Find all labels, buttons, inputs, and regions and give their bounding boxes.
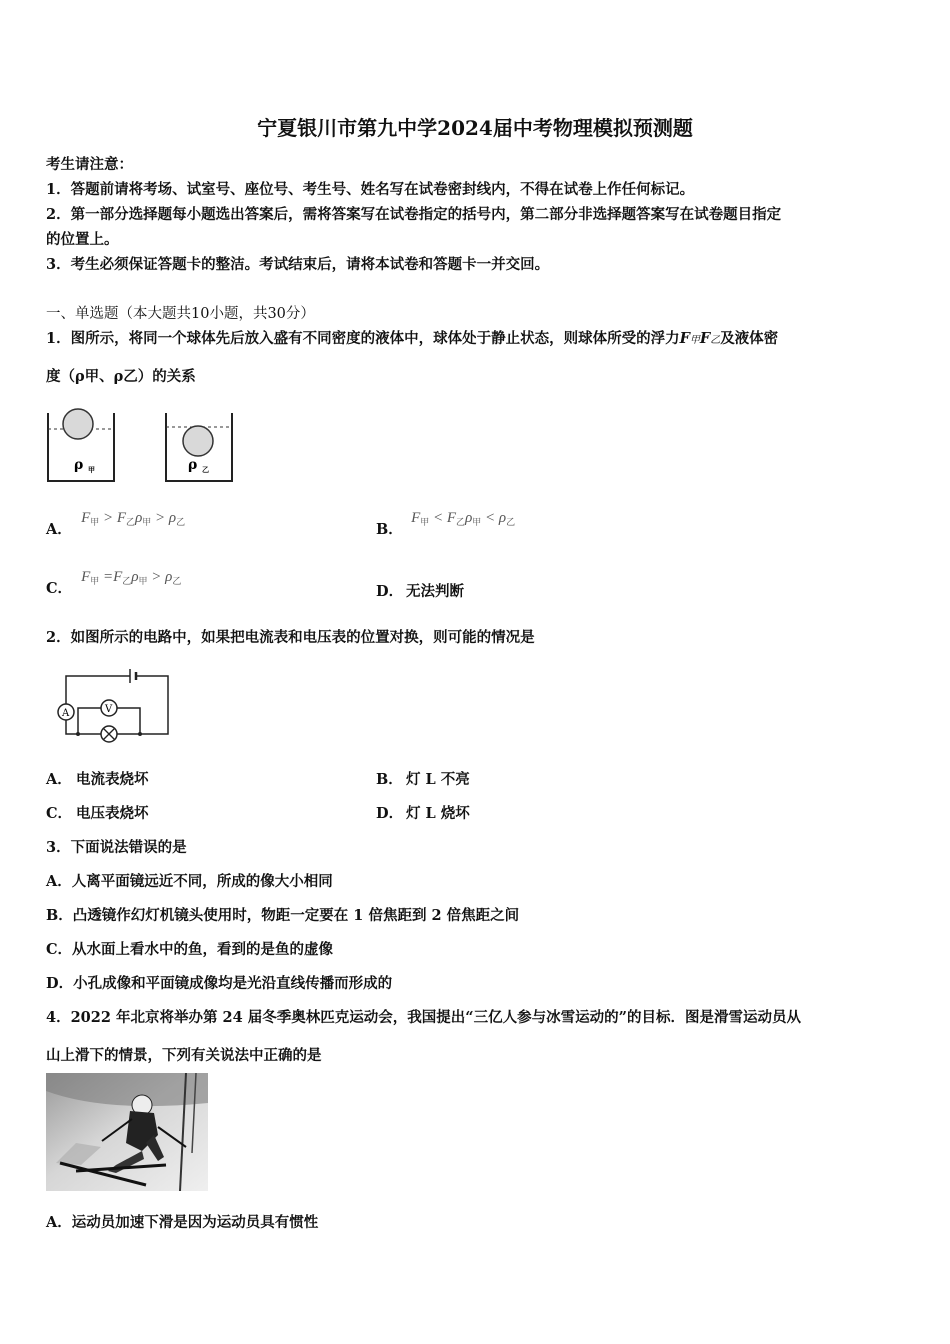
q1-text-line2: 度（ρ甲、ρ乙）的关系 xyxy=(46,368,196,385)
q1-option-b-expr: $F_甲 < F_乙\rho_甲 < \rho_乙$ xyxy=(411,510,516,527)
q2-circuit-figure xyxy=(48,664,178,749)
svg-text:A: A xyxy=(62,708,70,719)
q1-option-c[interactable]: C． $F_甲 =F_乙\rho_甲 > \rho_乙$ xyxy=(46,569,182,597)
q3-option-b[interactable]: B．凸透镜作幻灯机镜头使用时，物距一定要在 1 倍焦距到 2 倍焦距之间 xyxy=(46,907,520,924)
q2-text: 2．如图所示的电路中，如果把电流表和电压表的位置对换，则可能的情况是 xyxy=(46,629,535,646)
notice-item-2: 2．第一部分选择题每小题选出答案后，需将答案写在试卷指定的括号内，第二部分非选择题答案写在试卷题目指定 xyxy=(46,206,782,223)
q2-option-c[interactable]: C． 电压表烧坏 xyxy=(46,805,149,822)
q1-option-a[interactable]: A． $F_甲 > F_乙\rho_甲 > \rho_乙$ xyxy=(46,510,186,538)
q3-text: 3．下面说法错误的是 xyxy=(46,839,187,856)
beaker-left xyxy=(48,409,114,481)
q1-F-yi: F乙 xyxy=(699,330,721,347)
q4-text-line2: 山上滑下的情景，下列有关说法中正确的是 xyxy=(46,1047,322,1064)
beaker-right xyxy=(166,413,232,481)
q2-option-d[interactable]: D． 灯 L 烧坏 xyxy=(376,805,470,822)
q1-option-d[interactable]: D． 无法判断 xyxy=(376,583,464,600)
lamp-symbol xyxy=(98,726,140,742)
q1-option-a-expr: $F_甲 > F_乙\rho_甲 > \rho_乙$ xyxy=(81,510,186,527)
beaker-right-label: ρ xyxy=(188,457,198,473)
q1-text-line1 xyxy=(46,327,778,348)
q1-F-jia: F甲 xyxy=(679,330,700,347)
notice-item-3: 3．考生必须保证答题卡的整洁。考试结束后，请将本试卷和答题卡一并交回。 xyxy=(46,256,550,273)
voltmeter-symbol xyxy=(101,700,117,716)
q3-option-d[interactable]: D．小孔成像和平面镜成像均是光沿直线传播而形成的 xyxy=(46,975,393,992)
beaker-left-label: ρ xyxy=(74,457,84,473)
q1-text-b: 及液体密 xyxy=(720,330,779,347)
q1-option-c-expr: $F_甲 =F_乙\rho_甲 > \rho_乙$ xyxy=(81,569,182,586)
q2-option-b[interactable]: B． 灯 L 不亮 xyxy=(376,771,470,788)
beaker-right-sub: 乙 xyxy=(202,466,209,474)
q4-option-a[interactable]: A．运动员加速下滑是因为运动员具有惯性 xyxy=(46,1214,319,1231)
notice-item-2-cont: 的位置上。 xyxy=(46,231,119,248)
q2-option-a[interactable]: A． 电流表烧坏 xyxy=(46,771,149,788)
ammeter-symbol xyxy=(58,704,74,720)
q3-option-a[interactable]: A．人离平面镜远近不同，所成的像大小相同 xyxy=(46,873,333,890)
section-heading: 一、单选题（本大题共10小题，共30分） xyxy=(46,306,315,322)
q1-option-b[interactable]: B． $F_甲 < F_乙\rho_甲 < \rho_乙$ xyxy=(376,510,516,538)
q3-option-c[interactable]: C．从水面上看水中的鱼，看到的是鱼的虚像 xyxy=(46,941,334,958)
notice-item-1: 1．答题前请将考场、试室号、座位号、考生号、姓名写在试卷密封线内，不得在试卷上作任何标记。 xyxy=(46,181,695,198)
beaker-left-sub: 甲 xyxy=(88,466,95,474)
q4-text-line1: 4．2022 年北京将举办第 24 届冬季奥林匹克运动会，我国提出“三亿人参与冰雪运动的”的目标．图是滑雪运动员从 xyxy=(46,1009,801,1026)
battery-symbol xyxy=(130,669,136,683)
q1-text-a: 1．图所示，将同一个球体先后放入盛有不同密度的液体中，球体处于静止状态，则球体所受的浮力 xyxy=(46,330,680,347)
page-title: 宁夏银川市第九中学2024届中考物理模拟预测题 xyxy=(257,116,693,140)
skier-photo xyxy=(46,1073,208,1191)
notice-heading: 考生请注意： xyxy=(46,156,133,173)
svg-text:V: V xyxy=(105,704,113,715)
q1-beakers-figure xyxy=(44,405,244,490)
